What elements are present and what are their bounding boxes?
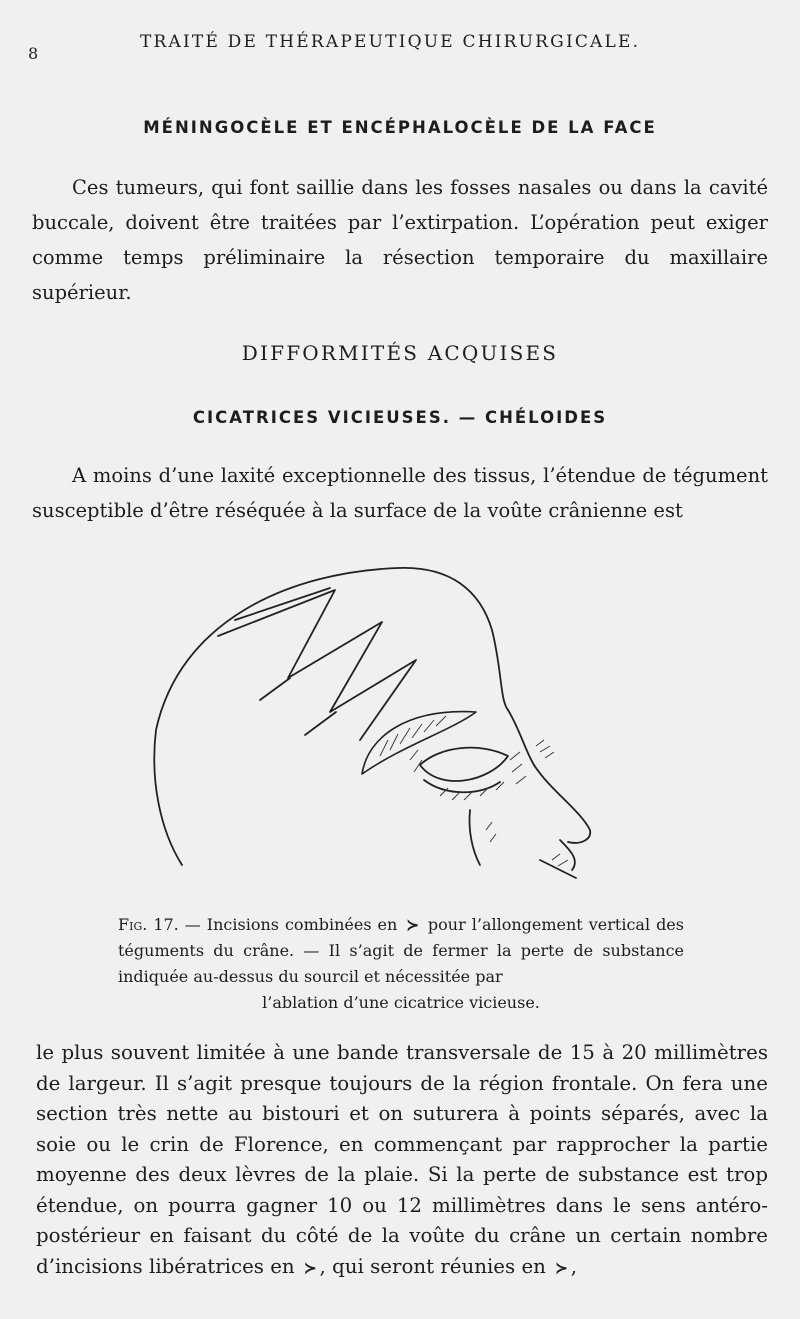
paragraph-continuation	[36, 1038, 768, 1283]
head-incision-drawing	[140, 560, 620, 905]
caption-text-last-line: l’ablation d’une cicatrice vicieuse.	[262, 993, 540, 1012]
caption-text-part1: — Incisions combinées en	[178, 915, 404, 934]
continuation-text-2: , qui seront réunies en	[319, 1254, 553, 1278]
caption-text-part2: pour l’allongement vertical des téguments du crâne. — Il s’agit de fermer la perte de substance indiquée au-dessus du sourcil et nécessitée par	[118, 915, 684, 986]
continuation-text-1: le plus souvent limitée à une bande transversale de 15 à 20 millimètres de largeur. Il s’agit presque toujours de la région frontale. On fera une section très nette au bistouri et on suturera à points séparés, avec la soie ou le crin de Florence, en commençant par rapprocher la partie moyenne des deux lèvres de la plaie. Si la perte de substance est trop étendue, on pourra gagner 10 ou 12 millimètres dans le sens antéro-postérieur en faisant du côté de la voûte du crâne un certain nombre d’incisions libératrices en	[36, 1041, 768, 1278]
running-title: TRAITÉ DE THÉRAPEUTIQUE CHIRURGICALE.	[140, 32, 641, 52]
figure-17-caption	[118, 912, 684, 1016]
incision-glyph-icon: ≻	[406, 916, 419, 934]
incision-glyph-icon-1: ≻	[303, 1258, 317, 1277]
section-heading-meningocele: MÉNINGOCÈLE ET ENCÉPHALOCÈLE DE LA FACE	[143, 118, 657, 137]
page-number: 8	[28, 44, 39, 63]
page-header	[28, 28, 770, 63]
section-heading-difformites: DIFFORMITÉS ACQUISES	[241, 341, 559, 365]
incision-glyph-icon-2: ≻	[555, 1258, 568, 1277]
paragraph-cicatrices-text: A moins d’une laxité exceptionnelle des tissus, l’étendue de tégument susceptible d’être réséquée à la surface de la voûte crânienne est	[32, 464, 768, 522]
paragraph-meningocele	[32, 170, 768, 310]
figure-label: Fig. 17.	[118, 915, 179, 934]
paragraph-meningocele-text: Ces tumeurs, qui font saillie dans les fosses nasales ou dans la cavité buccale, doivent être traitées par l’extirpation. L’opération peut exiger comme temps préliminaire la résection temporaire du maxillaire supérieur.	[32, 176, 768, 304]
section-heading-cicatrices: CICATRICES VICIEUSES. — CHÉLOIDES	[192, 408, 608, 427]
continuation-text-3: ,	[570, 1254, 578, 1278]
figure-17-illustration	[140, 560, 620, 905]
paragraph-cicatrices	[32, 458, 768, 528]
